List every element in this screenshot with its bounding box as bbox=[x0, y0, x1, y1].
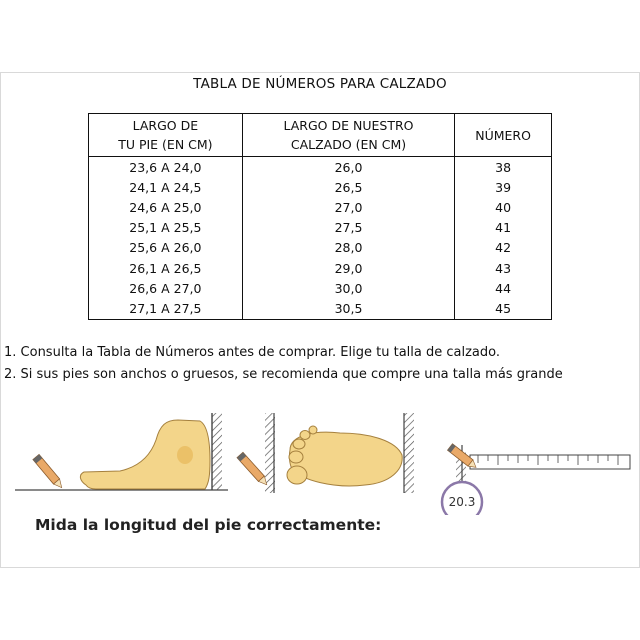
shoe-length-cell: 26,0 bbox=[242, 157, 454, 178]
pencil-icon bbox=[33, 454, 65, 490]
foot-length-cell: 24,1 A 24,5 bbox=[89, 177, 243, 197]
table-row bbox=[89, 298, 552, 319]
size-number-cell: 40 bbox=[455, 197, 552, 217]
ankle-shade bbox=[177, 446, 193, 464]
toe-2 bbox=[289, 451, 303, 463]
size-number-cell: 45 bbox=[455, 298, 552, 319]
shoe-length-cell: 30,5 bbox=[242, 298, 454, 319]
shoe-length-cell: 27,5 bbox=[242, 218, 454, 238]
header-size-number-label: NÚMERO bbox=[475, 127, 531, 143]
measurement-value: 20.3 bbox=[448, 495, 476, 509]
wall-hatch bbox=[212, 413, 222, 490]
toe-3 bbox=[293, 439, 305, 449]
front-wall-hatch bbox=[404, 413, 414, 493]
size-table bbox=[88, 113, 552, 320]
ruler-measurement bbox=[442, 444, 630, 515]
table-row bbox=[89, 197, 552, 217]
table-row bbox=[89, 258, 552, 278]
foot-side-view bbox=[15, 413, 228, 490]
shoe-length-cell: 26,5 bbox=[242, 177, 454, 197]
foot-length-cell: 24,6 A 25,0 bbox=[89, 197, 243, 217]
table-row bbox=[89, 218, 552, 238]
header-shoe-length bbox=[242, 114, 454, 157]
foot-top-view bbox=[237, 413, 414, 493]
header-foot-length-line1: LARGO DE bbox=[132, 118, 199, 133]
toe-4 bbox=[300, 431, 310, 440]
header-size-number bbox=[455, 114, 552, 157]
size-number-cell: 39 bbox=[455, 177, 552, 197]
table-row bbox=[89, 177, 552, 197]
foot-length-cell: 25,6 A 26,0 bbox=[89, 238, 243, 258]
foot-measuring-illustration bbox=[0, 395, 640, 515]
header-shoe-length-line2: CALZADO (EN CM) bbox=[290, 137, 407, 152]
foot-length-cell: 26,1 A 26,5 bbox=[89, 258, 243, 278]
shoe-length-cell: 30,0 bbox=[242, 278, 454, 298]
size-number-cell: 43 bbox=[455, 258, 552, 278]
top-border-line bbox=[0, 72, 640, 73]
foot-length-cell: 27,1 A 27,5 bbox=[89, 298, 243, 319]
note-consult-table: 1. Consulta la Tabla de Números antes de comprar. Elige tu talla de calzado. bbox=[4, 345, 500, 360]
ruler-icon bbox=[470, 455, 630, 469]
foot-length-cell: 25,1 A 25,5 bbox=[89, 218, 243, 238]
foot-length-cell: 23,6 A 24,0 bbox=[89, 157, 243, 178]
measure-caption: Mida la longitud del pie correctamente: bbox=[35, 516, 382, 534]
note-wide-feet: 2. Si sus pies son anchos o gruesos, se recomienda que compre una talla más grande bbox=[4, 367, 563, 382]
pencil-icon bbox=[237, 452, 270, 487]
table-header-row bbox=[89, 114, 552, 157]
size-number-cell: 42 bbox=[455, 238, 552, 258]
big-toe bbox=[287, 466, 307, 484]
size-number-cell: 38 bbox=[455, 157, 552, 178]
shoe-length-cell: 28,0 bbox=[242, 238, 454, 258]
size-number-cell: 41 bbox=[455, 218, 552, 238]
toe-5 bbox=[309, 426, 317, 434]
header-foot-length-line2: TU PIE (EN CM) bbox=[118, 137, 213, 152]
header-shoe-length-line1: LARGO DE NUESTRO bbox=[283, 118, 414, 133]
foot-length-cell: 26,6 A 27,0 bbox=[89, 278, 243, 298]
table-row bbox=[89, 238, 552, 258]
table-row bbox=[89, 278, 552, 298]
header-foot-length bbox=[89, 114, 243, 157]
size-number-cell: 44 bbox=[455, 278, 552, 298]
page-title: TABLA DE NÚMEROS PARA CALZADO bbox=[193, 76, 447, 92]
bottom-border-line bbox=[0, 567, 640, 568]
table-row bbox=[89, 157, 552, 178]
shoe-length-cell: 29,0 bbox=[242, 258, 454, 278]
shoe-length-cell: 27,0 bbox=[242, 197, 454, 217]
